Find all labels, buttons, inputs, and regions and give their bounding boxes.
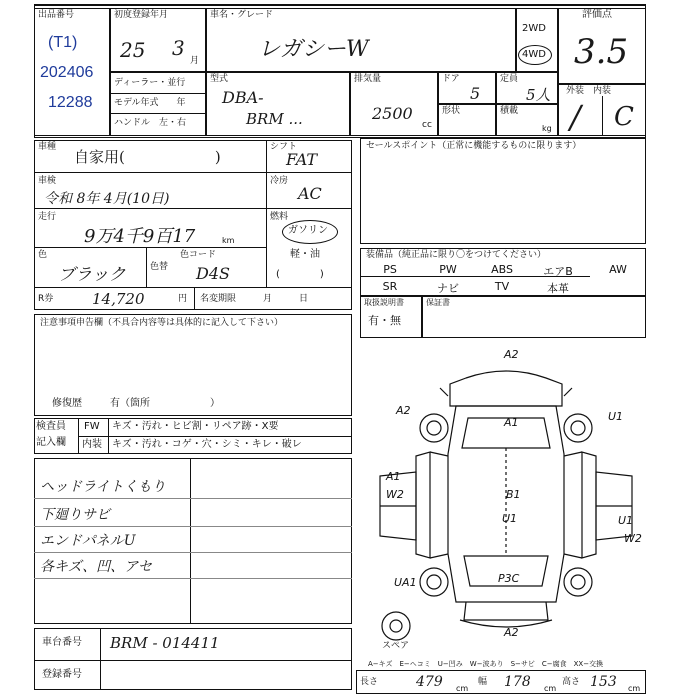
km-unit: km xyxy=(222,236,235,245)
name-label: 車名・グレード xyxy=(210,10,274,20)
equip-pw: PW xyxy=(439,263,457,276)
id-code-1: (T1) xyxy=(48,34,78,51)
length-unit: cm xyxy=(456,684,469,693)
exterior-grade: / xyxy=(570,98,581,136)
inspector-label: 検査員 xyxy=(36,421,66,432)
reg-year: 25 xyxy=(120,38,146,62)
drive-2wd: 2WD xyxy=(522,23,546,34)
height-unit: cm xyxy=(628,684,641,693)
drive-4wd: 4WD xyxy=(522,49,546,60)
stock-label: 出品番号 xyxy=(38,10,75,20)
fuel-paren: ( ) xyxy=(276,269,324,280)
fw-label: FW xyxy=(84,421,100,432)
fuel-label: 燃料 xyxy=(270,212,289,222)
manual-yes-no: 有・無 xyxy=(368,314,401,327)
handle-label: ハンドル 左・右 xyxy=(114,118,187,128)
displacement-label: 排気量 xyxy=(354,74,382,84)
first-reg-label: 初度登録年月 xyxy=(114,10,169,20)
shape-label: 形状 xyxy=(442,106,461,116)
mark-a2-left: A2 xyxy=(396,404,411,417)
equip-aw: AW xyxy=(609,263,627,276)
type-value: DBA- xyxy=(222,88,264,107)
type-label: 型式 xyxy=(210,74,229,84)
fuel-gasoline: ガソリン xyxy=(288,225,328,236)
warranty-box xyxy=(422,296,646,338)
length-value: 479 xyxy=(416,674,443,690)
equip-abs: ABS xyxy=(491,263,513,276)
ac-value: AC xyxy=(298,184,322,203)
cc-unit: cc xyxy=(422,120,432,130)
name-change-label: 名変期限 月 日 xyxy=(200,294,309,304)
reg-label: 登録番号 xyxy=(42,669,82,680)
interior-label: 内装 xyxy=(82,439,102,450)
kg-unit: kg xyxy=(542,124,552,133)
grade-value: BRM ... xyxy=(246,110,303,128)
mark-a2-bottom: A2 xyxy=(504,626,519,639)
notes-label: 注意事項申告欄（不具合内容等は具体的に記入して下さい） xyxy=(40,318,284,328)
repair-value: 有（箇所 ） xyxy=(110,398,220,409)
mark-w2-right: W2 xyxy=(624,532,642,545)
fw-list: キズ・汚れ・ヒビ割・リペア跡・X要 xyxy=(112,421,279,432)
recycle-label: R券 xyxy=(38,294,54,304)
repair-label: 修復歴 xyxy=(52,398,82,409)
mark-a1-left: A1 xyxy=(386,470,401,483)
manual-label: 取扱説明書 xyxy=(364,298,404,307)
mileage-label: 走行 xyxy=(38,212,57,222)
inspection-value: 令和 8年 4月(10日) xyxy=(44,191,170,207)
mark-a1-front: A1 xyxy=(504,416,519,429)
mark-w2-left: W2 xyxy=(386,488,404,501)
mark-u1-rear-right: U1 xyxy=(618,514,634,527)
interior-list: キズ・汚れ・コゲ・穴・シミ・キレ・破レ xyxy=(112,439,302,450)
note-line-3: エンドパネルU xyxy=(40,533,136,549)
mileage-value: 9万4千9百17 xyxy=(84,226,196,247)
ext-int-label: 外装 内装 xyxy=(566,86,612,96)
load-label: 積載 xyxy=(500,106,519,116)
color-change-label: 色替 xyxy=(150,262,169,272)
equip-sr: SR xyxy=(382,280,398,293)
color-code-value: D4S xyxy=(196,264,230,283)
recycle-value: 14,720 xyxy=(92,290,145,308)
equipment-label: 装備品（純正品に限り〇をつけてください） xyxy=(366,250,547,260)
spare-label: スペア xyxy=(382,641,410,651)
score-label: 評価点 xyxy=(582,9,612,20)
capacity-label: 定員 xyxy=(500,74,519,84)
equip-tv: TV xyxy=(494,280,510,293)
equip-navi: ナビ xyxy=(437,282,459,295)
inspection-label: 車検 xyxy=(38,176,57,186)
doors-value: 5 xyxy=(470,84,481,103)
score-value: 3.5 xyxy=(574,32,629,72)
equip-airbag: エアB xyxy=(543,265,573,278)
id-code-3: 12288 xyxy=(48,94,93,111)
equip-leather: 本革 xyxy=(547,282,569,295)
interior-grade: C xyxy=(614,102,634,132)
car-diagram xyxy=(356,344,656,656)
height-value: 153 xyxy=(590,674,617,690)
sales-point-label: セールスポイント（正常に機能するものに限ります） xyxy=(366,141,582,151)
mark-u1-center: U1 xyxy=(502,512,518,525)
doors-label: ドア xyxy=(442,74,460,84)
mark-p3c-rear: P3C xyxy=(498,572,520,585)
yen-unit: 円 xyxy=(178,294,188,304)
warranty-label: 保証書 xyxy=(426,298,450,307)
chassis-value: BRM - 014411 xyxy=(110,634,220,652)
ac-label: 冷房 xyxy=(270,176,289,186)
shift-label: シフト xyxy=(270,142,298,152)
height-label: 高さ xyxy=(562,677,581,687)
month-unit: 月 xyxy=(190,56,200,66)
color-value: ブラック xyxy=(58,265,126,285)
reg-month: 3 xyxy=(172,36,185,60)
equip-ps: PS xyxy=(383,263,397,276)
length-label: 長さ xyxy=(360,677,379,687)
sales-point-box xyxy=(360,138,646,244)
mark-a2-top: A2 xyxy=(504,348,519,361)
color-code-label: 色コード xyxy=(180,250,217,260)
note-line-2: 下廻りサビ xyxy=(40,507,110,523)
entry-label: 記入欄 xyxy=(36,437,66,448)
mark-b1-center: B1 xyxy=(506,488,521,501)
id-code-2: 202406 xyxy=(40,64,94,81)
diagram-legend: A−キズ E−ヘコミ U−凹み W−波あり S−サビ C−腐食 XX−交換 xyxy=(368,660,604,668)
car-type-label: 車種 xyxy=(38,142,57,152)
width-label: 幅 xyxy=(478,677,488,687)
car-name: レガシーW xyxy=(258,37,369,62)
fuel-circle xyxy=(282,220,338,244)
capacity-value: 5人 xyxy=(526,86,551,104)
chassis-label: 車台番号 xyxy=(42,637,82,648)
mark-u1-right: U1 xyxy=(608,410,624,423)
drive-circle xyxy=(518,45,552,65)
note-line-4: 各キズ、凹、アセ xyxy=(40,559,152,575)
width-unit: cm xyxy=(544,684,557,693)
color-label: 色 xyxy=(38,250,48,260)
model-year-label: モデル年式 年 xyxy=(114,98,186,108)
width-value: 178 xyxy=(504,674,531,690)
dealer-label: ディーラー・並行 xyxy=(114,78,186,88)
note-line-1: ヘッドライトくもり xyxy=(40,479,166,495)
shift-value: FAT xyxy=(286,150,318,169)
mark-ua1-rear-left: UA1 xyxy=(394,576,417,589)
fuel-light: 軽・油 xyxy=(290,249,320,260)
displacement-value: 2500 xyxy=(372,104,413,123)
car-type-value: 自家用( ) xyxy=(74,148,221,166)
